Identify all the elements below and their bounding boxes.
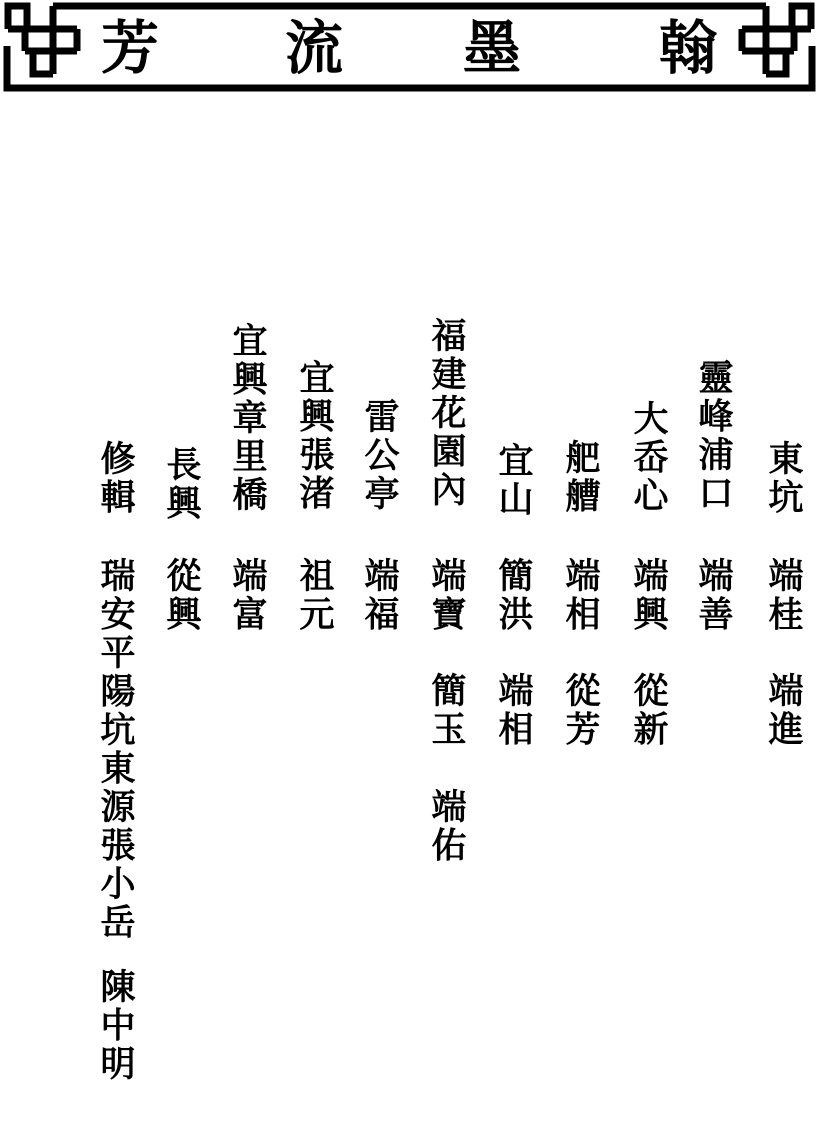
list-item: 端富 [228, 557, 267, 634]
list-item: 端福 [360, 557, 399, 634]
banner-title-char: 翰 [658, 16, 717, 81]
list-item: 簡洪 [494, 557, 533, 634]
list-item: 瑞安平陽坑東源張小岳 [96, 557, 135, 942]
list-item: 簡玉 [427, 672, 466, 749]
list-item: 端進 [764, 672, 803, 749]
list-item: 從芳 [561, 672, 600, 749]
list-item: 端相 [494, 672, 533, 749]
list-item: 端寶 [427, 557, 466, 634]
list-item: 宜山 [494, 442, 533, 519]
left-knot-ornament [8, 6, 77, 74]
list-item: 祖元 [295, 557, 334, 634]
list-item: 宜興章里橋 [228, 322, 267, 515]
banner-title-char: 芳 [100, 16, 159, 81]
list-item: 舥艚 [561, 439, 600, 516]
banner [0, 0, 819, 110]
list-item: 端興 [629, 557, 668, 634]
list-item: 從新 [629, 672, 668, 749]
list-item: 長興 [162, 446, 201, 523]
list-item: 大岙心 [629, 400, 668, 516]
list-item: 福建花園內 [427, 317, 466, 510]
list-item: 陳中明 [96, 968, 135, 1084]
right-knot-ornament [742, 6, 811, 74]
list-item: 雷公亭 [360, 398, 399, 514]
list-item: 東坑 [764, 440, 803, 517]
banner-title-char: 流 [284, 16, 343, 81]
list-item: 端佑 [427, 788, 466, 865]
list-item: 宜興張渚 [295, 359, 334, 513]
list-item: 靈峰浦口 [694, 359, 733, 513]
list-item: 從興 [162, 557, 201, 634]
list-item: 端相 [561, 557, 600, 634]
banner-title-char: 墨 [462, 16, 521, 81]
list-item: 端桂 [764, 557, 803, 634]
list-item: 修輯 [96, 440, 135, 517]
list-item: 端善 [694, 557, 733, 634]
